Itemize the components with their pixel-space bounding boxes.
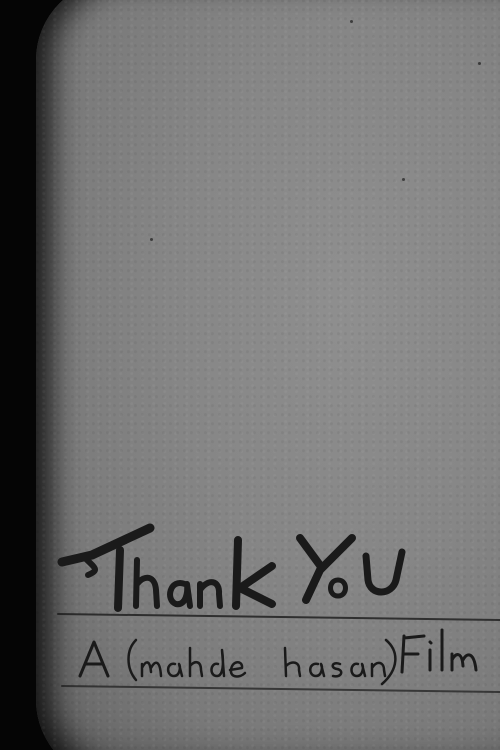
credit-a2 <box>168 664 182 676</box>
credit-a4 <box>351 664 365 676</box>
letter-t-bar <box>62 528 150 562</box>
underline <box>58 614 500 620</box>
credit-h <box>190 648 202 676</box>
open-paren <box>129 640 137 680</box>
letter-t-flourish <box>85 558 95 575</box>
credit-e <box>230 662 245 676</box>
letter-h <box>136 560 157 606</box>
letter-k <box>236 540 272 606</box>
credit-i <box>430 642 431 670</box>
letter-n <box>200 582 220 606</box>
credit-a3 <box>310 664 324 676</box>
credit-a <box>80 642 108 676</box>
close-paren <box>382 640 395 684</box>
letter-o <box>331 580 346 596</box>
credit-d <box>211 650 224 676</box>
letter-u <box>366 552 402 592</box>
credit-h2 <box>285 648 300 676</box>
credit-s <box>333 663 341 676</box>
credit-n <box>372 663 385 676</box>
credit-m <box>142 662 161 676</box>
credit-f <box>402 636 424 672</box>
lower-line <box>62 686 500 692</box>
letter-a <box>170 583 190 606</box>
letter-t-stem <box>118 550 120 608</box>
credit-m2 <box>452 654 476 670</box>
